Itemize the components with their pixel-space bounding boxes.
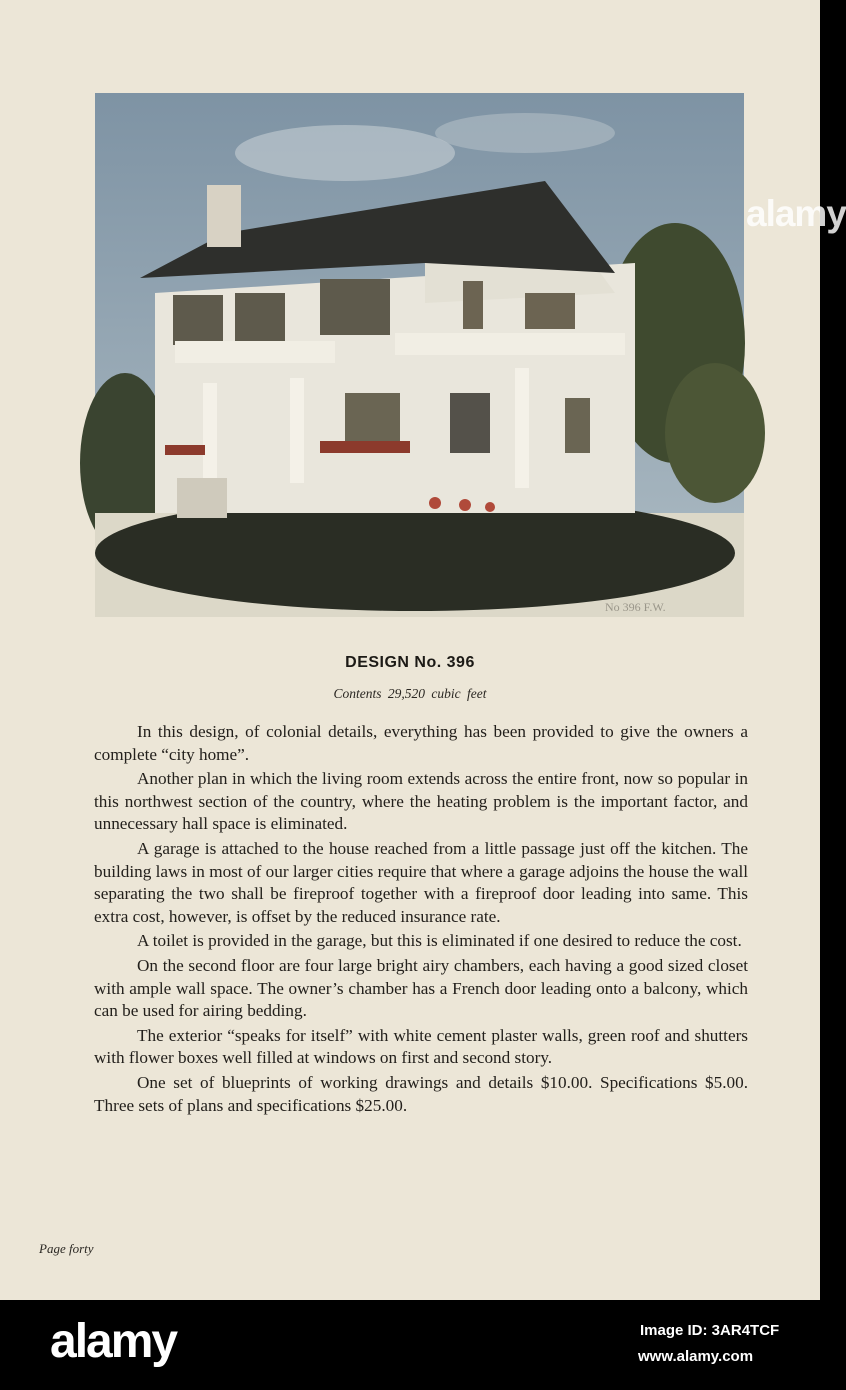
description-body xyxy=(94,721,748,1119)
house-illustration xyxy=(95,93,846,617)
paragraph: In this design, of colonial details, everything has been provided to give the owners a complete “city home”. xyxy=(94,722,748,764)
paragraph: The exterior “speaks for itself” with white cement plaster walls, green roof and shutters with flower boxes well filled at windows on first and second story. xyxy=(94,1025,748,1068)
image-id: Image ID: 3AR4TCF xyxy=(640,1322,780,1339)
paragraph: Another plan in which the living room extends across the entire front, now so popular in this northwest section of the country, where the heating problem is the important factor, and unnecessary hall space is eliminated. xyxy=(94,769,748,834)
watermark-text: alamy xyxy=(746,193,846,234)
house-painting xyxy=(95,93,744,617)
page-number: Page forty xyxy=(39,1241,94,1256)
paragraph: A toilet is provided in the garage, but this is eliminated if one desired to reduce the cost. xyxy=(137,931,742,951)
paragraph: On the second floor are four large bright airy chambers, each having a good sized closet with ample wall space. The owner’s chamber has a French door leading onto a balcony, which can be used for airing bedding. xyxy=(94,955,748,1021)
paragraph: A garage is attached to the house reached from a little passage just off the kitchen. The building laws in most of our larger cities require that where a garage adjoins the house the wall separating the two shall be fireproof together with a fireproof door leading into same. This extra cost, however, is offset by the reduced insurance rate. xyxy=(94,838,748,926)
site-url: www.alamy.com xyxy=(638,1348,754,1365)
design-contents: Contents 29,520 cubic feet xyxy=(333,686,487,701)
paragraph: One set of blueprints of working drawings and details $10.00. Specifications $5.00. Three sets of plans and specifications $25.00. xyxy=(94,1072,748,1115)
design-title: DESIGN No. 396 xyxy=(345,654,475,671)
plate-mark: No 396 F.W. xyxy=(605,600,666,614)
brand-logo: alamy xyxy=(50,1315,177,1368)
